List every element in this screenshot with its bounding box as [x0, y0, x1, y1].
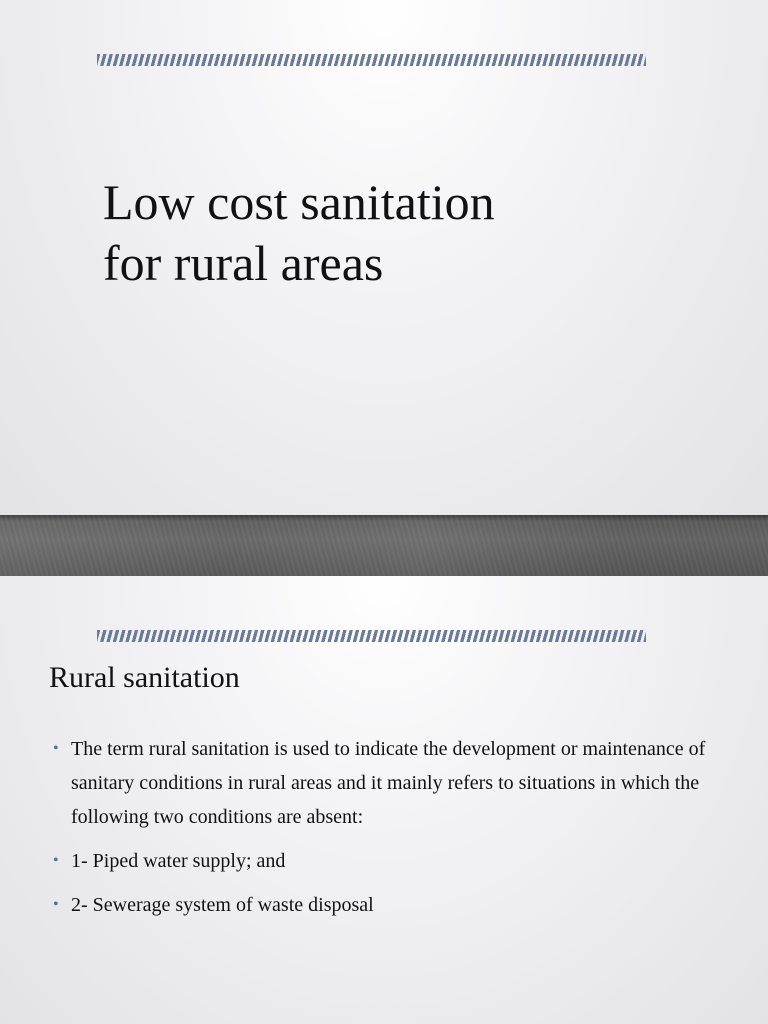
slide-title-line-2: for rural areas: [103, 235, 384, 291]
decorative-hatch-bar: [97, 54, 646, 66]
decorative-hatch-bar: [97, 630, 646, 642]
slide-heading: Rural sanitation: [49, 661, 240, 694]
bullet-text: The term rural sanitation is used to indicate the development or maintenance of sanitary conditions in rural areas and it mainly refers to situations in which the following two conditions are absent:: [71, 738, 706, 828]
bullet-icon: •: [53, 852, 59, 869]
slide-title-line-1: Low cost sanitation: [103, 174, 495, 230]
bullet-text: 1- Piped water supply; and: [71, 850, 286, 872]
bullet-icon: •: [53, 896, 59, 913]
bullet-list: [49, 732, 739, 932]
bullet-item: [49, 732, 739, 834]
bullet-item: [49, 888, 739, 922]
bullet-icon: •: [53, 740, 59, 757]
slide-title: [103, 172, 723, 294]
slide-separator: [0, 515, 768, 576]
bullet-text: 2- Sewerage system of waste disposal: [71, 894, 374, 916]
content-slide: [0, 576, 768, 1024]
bullet-item: [49, 844, 739, 878]
